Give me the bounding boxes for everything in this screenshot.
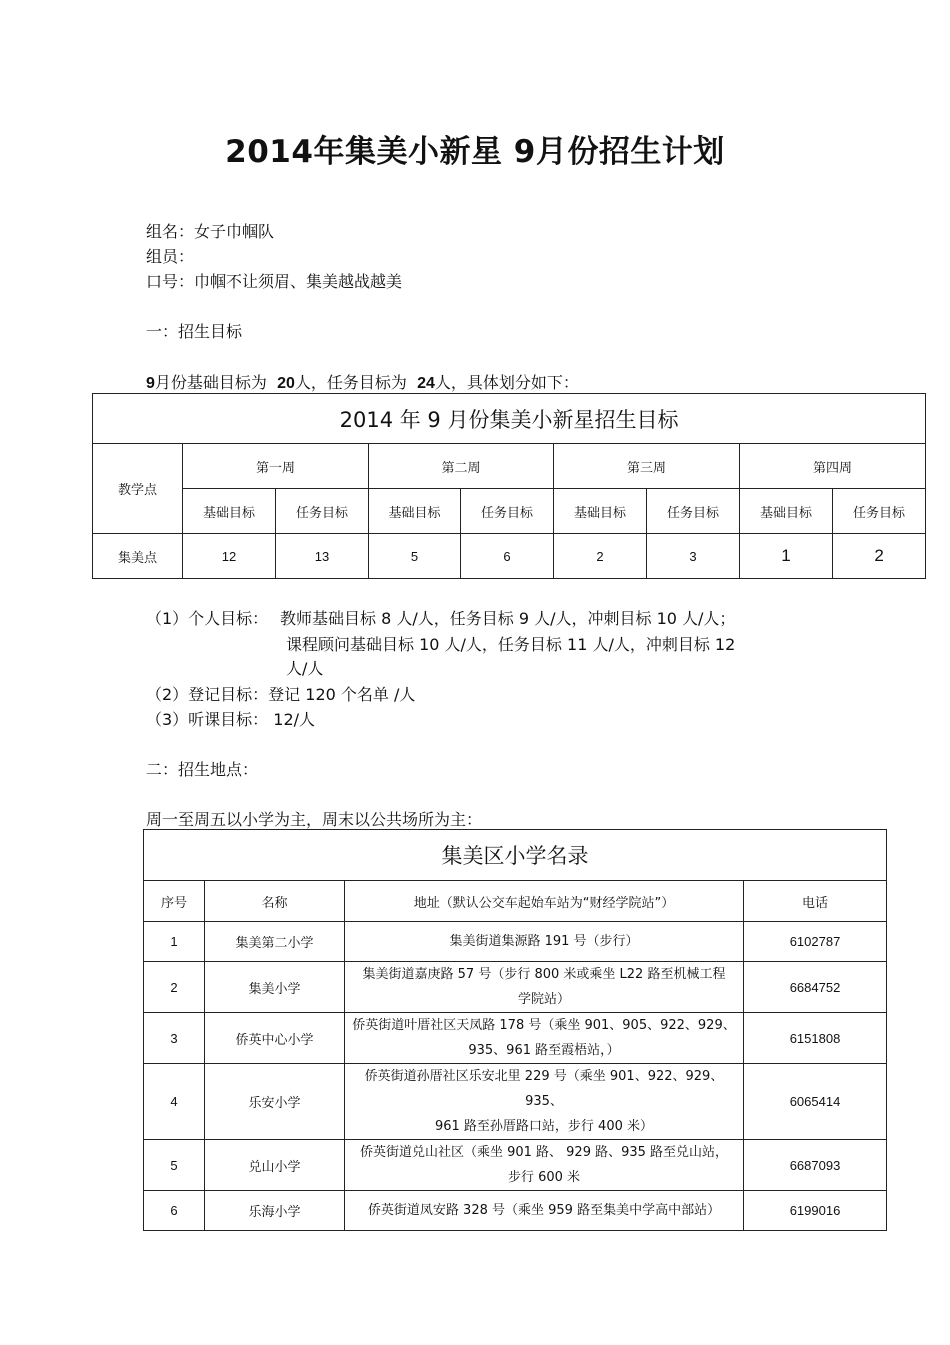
section2-intro: 周一至周五以小学为主，周末以公共场所为主： bbox=[146, 810, 483, 829]
row-no: 5 bbox=[144, 1140, 205, 1191]
table-row bbox=[144, 922, 887, 962]
school-table bbox=[143, 829, 887, 1231]
row-no: 2 bbox=[144, 962, 205, 1013]
school-phone: 6687093 bbox=[744, 1140, 887, 1191]
school-address: 集美街道嘉庚路 57 号（步行 800 米或乘坐 L22 路至机械工程 学院站） bbox=[345, 962, 744, 1013]
task-target-header: 任务目标 bbox=[461, 489, 554, 534]
row-no: 3 bbox=[144, 1013, 205, 1064]
target-value: 2 bbox=[833, 534, 926, 579]
teaching-point-label: 集美点 bbox=[93, 534, 183, 579]
section1-intro bbox=[146, 370, 579, 393]
table-row bbox=[144, 1064, 887, 1140]
intro-task: 24 bbox=[417, 375, 435, 392]
school-phone: 6151808 bbox=[744, 1013, 887, 1064]
school-address: 侨英街道兑山社区（乘坐 901 路、 929 路、935 路至兑山站， 步行 600 米 bbox=[345, 1140, 744, 1191]
goal1-teacher: 教师基础目标 8 人/人，任务目标 9 人/人，冲刺目标 10 人/人； bbox=[280, 609, 736, 628]
week-header: 第四周 bbox=[740, 444, 926, 489]
base-target-header: 基础目标 bbox=[183, 489, 276, 534]
school-phone: 6199016 bbox=[744, 1191, 887, 1231]
week-header: 第三周 bbox=[554, 444, 740, 489]
school-name: 侨英中心小学 bbox=[205, 1013, 345, 1064]
target-table bbox=[92, 393, 926, 579]
table-row bbox=[144, 1140, 887, 1191]
task-target-header: 任务目标 bbox=[276, 489, 369, 534]
goal2-registration: （2）登记目标：登记 120 个名单 /人 bbox=[146, 685, 416, 704]
section1-heading: 一：招生目标 bbox=[146, 322, 243, 341]
col-header-name: 名称 bbox=[205, 881, 345, 922]
target-value: 1 bbox=[740, 534, 833, 579]
base-target-header: 基础目标 bbox=[554, 489, 647, 534]
group-name: 组名：女子巾帼队 bbox=[146, 222, 275, 241]
base-target-header: 基础目标 bbox=[740, 489, 833, 534]
week-header: 第二周 bbox=[369, 444, 554, 489]
intro-pre: 月份基础目标为 bbox=[154, 373, 267, 392]
goal1-consultant-cont: 人/人 bbox=[286, 659, 324, 678]
table-row bbox=[144, 962, 887, 1013]
school-table-caption: 集美区小学名录 bbox=[144, 830, 887, 881]
row-no: 4 bbox=[144, 1064, 205, 1140]
section2-heading: 二：招生地点： bbox=[146, 760, 259, 779]
school-address: 侨英街道孙厝社区乐安北里 229 号（乘坐 901、922、929、935、 961 路至孙厝路口站，步行 400 米） bbox=[345, 1064, 744, 1140]
group-slogan: 口号：巾帼不让须眉、集美越战越美 bbox=[146, 272, 403, 291]
school-address: 侨英街道凤安路 328 号（乘坐 959 路至集美中学高中部站） bbox=[345, 1191, 744, 1231]
col-header-phone: 电话 bbox=[744, 881, 887, 922]
table-row bbox=[144, 1013, 887, 1064]
col-header-no: 序号 bbox=[144, 881, 205, 922]
base-target-header: 基础目标 bbox=[369, 489, 461, 534]
task-target-header: 任务目标 bbox=[833, 489, 926, 534]
week-header: 第一周 bbox=[183, 444, 369, 489]
goal1-label: （1）个人目标： bbox=[146, 609, 269, 628]
school-name: 乐安小学 bbox=[205, 1064, 345, 1140]
teaching-point-header: 教学点 bbox=[93, 444, 183, 534]
intro-post: 人，具体划分如下： bbox=[434, 373, 579, 392]
target-value: 12 bbox=[183, 534, 276, 579]
goal3-trial-class: （3）听课目标： 12/人 bbox=[146, 710, 316, 729]
task-target-header: 任务目标 bbox=[647, 489, 740, 534]
target-value: 6 bbox=[461, 534, 554, 579]
school-name: 乐海小学 bbox=[205, 1191, 345, 1231]
school-address: 侨英街道叶厝社区天凤路 178 号（乘坐 901、905、922、929、 935、961 路至霞梧站，） bbox=[345, 1013, 744, 1064]
target-value: 5 bbox=[369, 534, 461, 579]
row-no: 1 bbox=[144, 922, 205, 962]
row-no: 6 bbox=[144, 1191, 205, 1231]
intro-month: 9 bbox=[146, 375, 155, 392]
school-phone: 6684752 bbox=[744, 962, 887, 1013]
goal1-consultant: 课程顾问基础目标 10 人/人，任务目标 11 人/人，冲刺目标 12 bbox=[286, 635, 736, 654]
intro-mid: 人，任务目标为 bbox=[294, 373, 407, 392]
school-name: 集美第二小学 bbox=[205, 922, 345, 962]
intro-base: 20 bbox=[277, 375, 295, 392]
group-members: 组员： bbox=[146, 247, 195, 266]
target-value: 2 bbox=[554, 534, 647, 579]
target-value: 13 bbox=[276, 534, 369, 579]
target-table-caption: 2014 年 9 月份集美小新星招生目标 bbox=[93, 394, 926, 444]
school-name: 兑山小学 bbox=[205, 1140, 345, 1191]
school-phone: 6102787 bbox=[744, 922, 887, 962]
col-header-address: 地址（默认公交车起始车站为“财经学院站”） bbox=[345, 881, 744, 922]
school-phone: 6065414 bbox=[744, 1064, 887, 1140]
school-address: 集美街道集源路 191 号（步行） bbox=[345, 922, 744, 962]
school-name: 集美小学 bbox=[205, 962, 345, 1013]
table-row bbox=[144, 1191, 887, 1231]
target-value: 3 bbox=[647, 534, 740, 579]
document-title: 2014年集美小新星 9月份招生计划 bbox=[225, 134, 725, 170]
